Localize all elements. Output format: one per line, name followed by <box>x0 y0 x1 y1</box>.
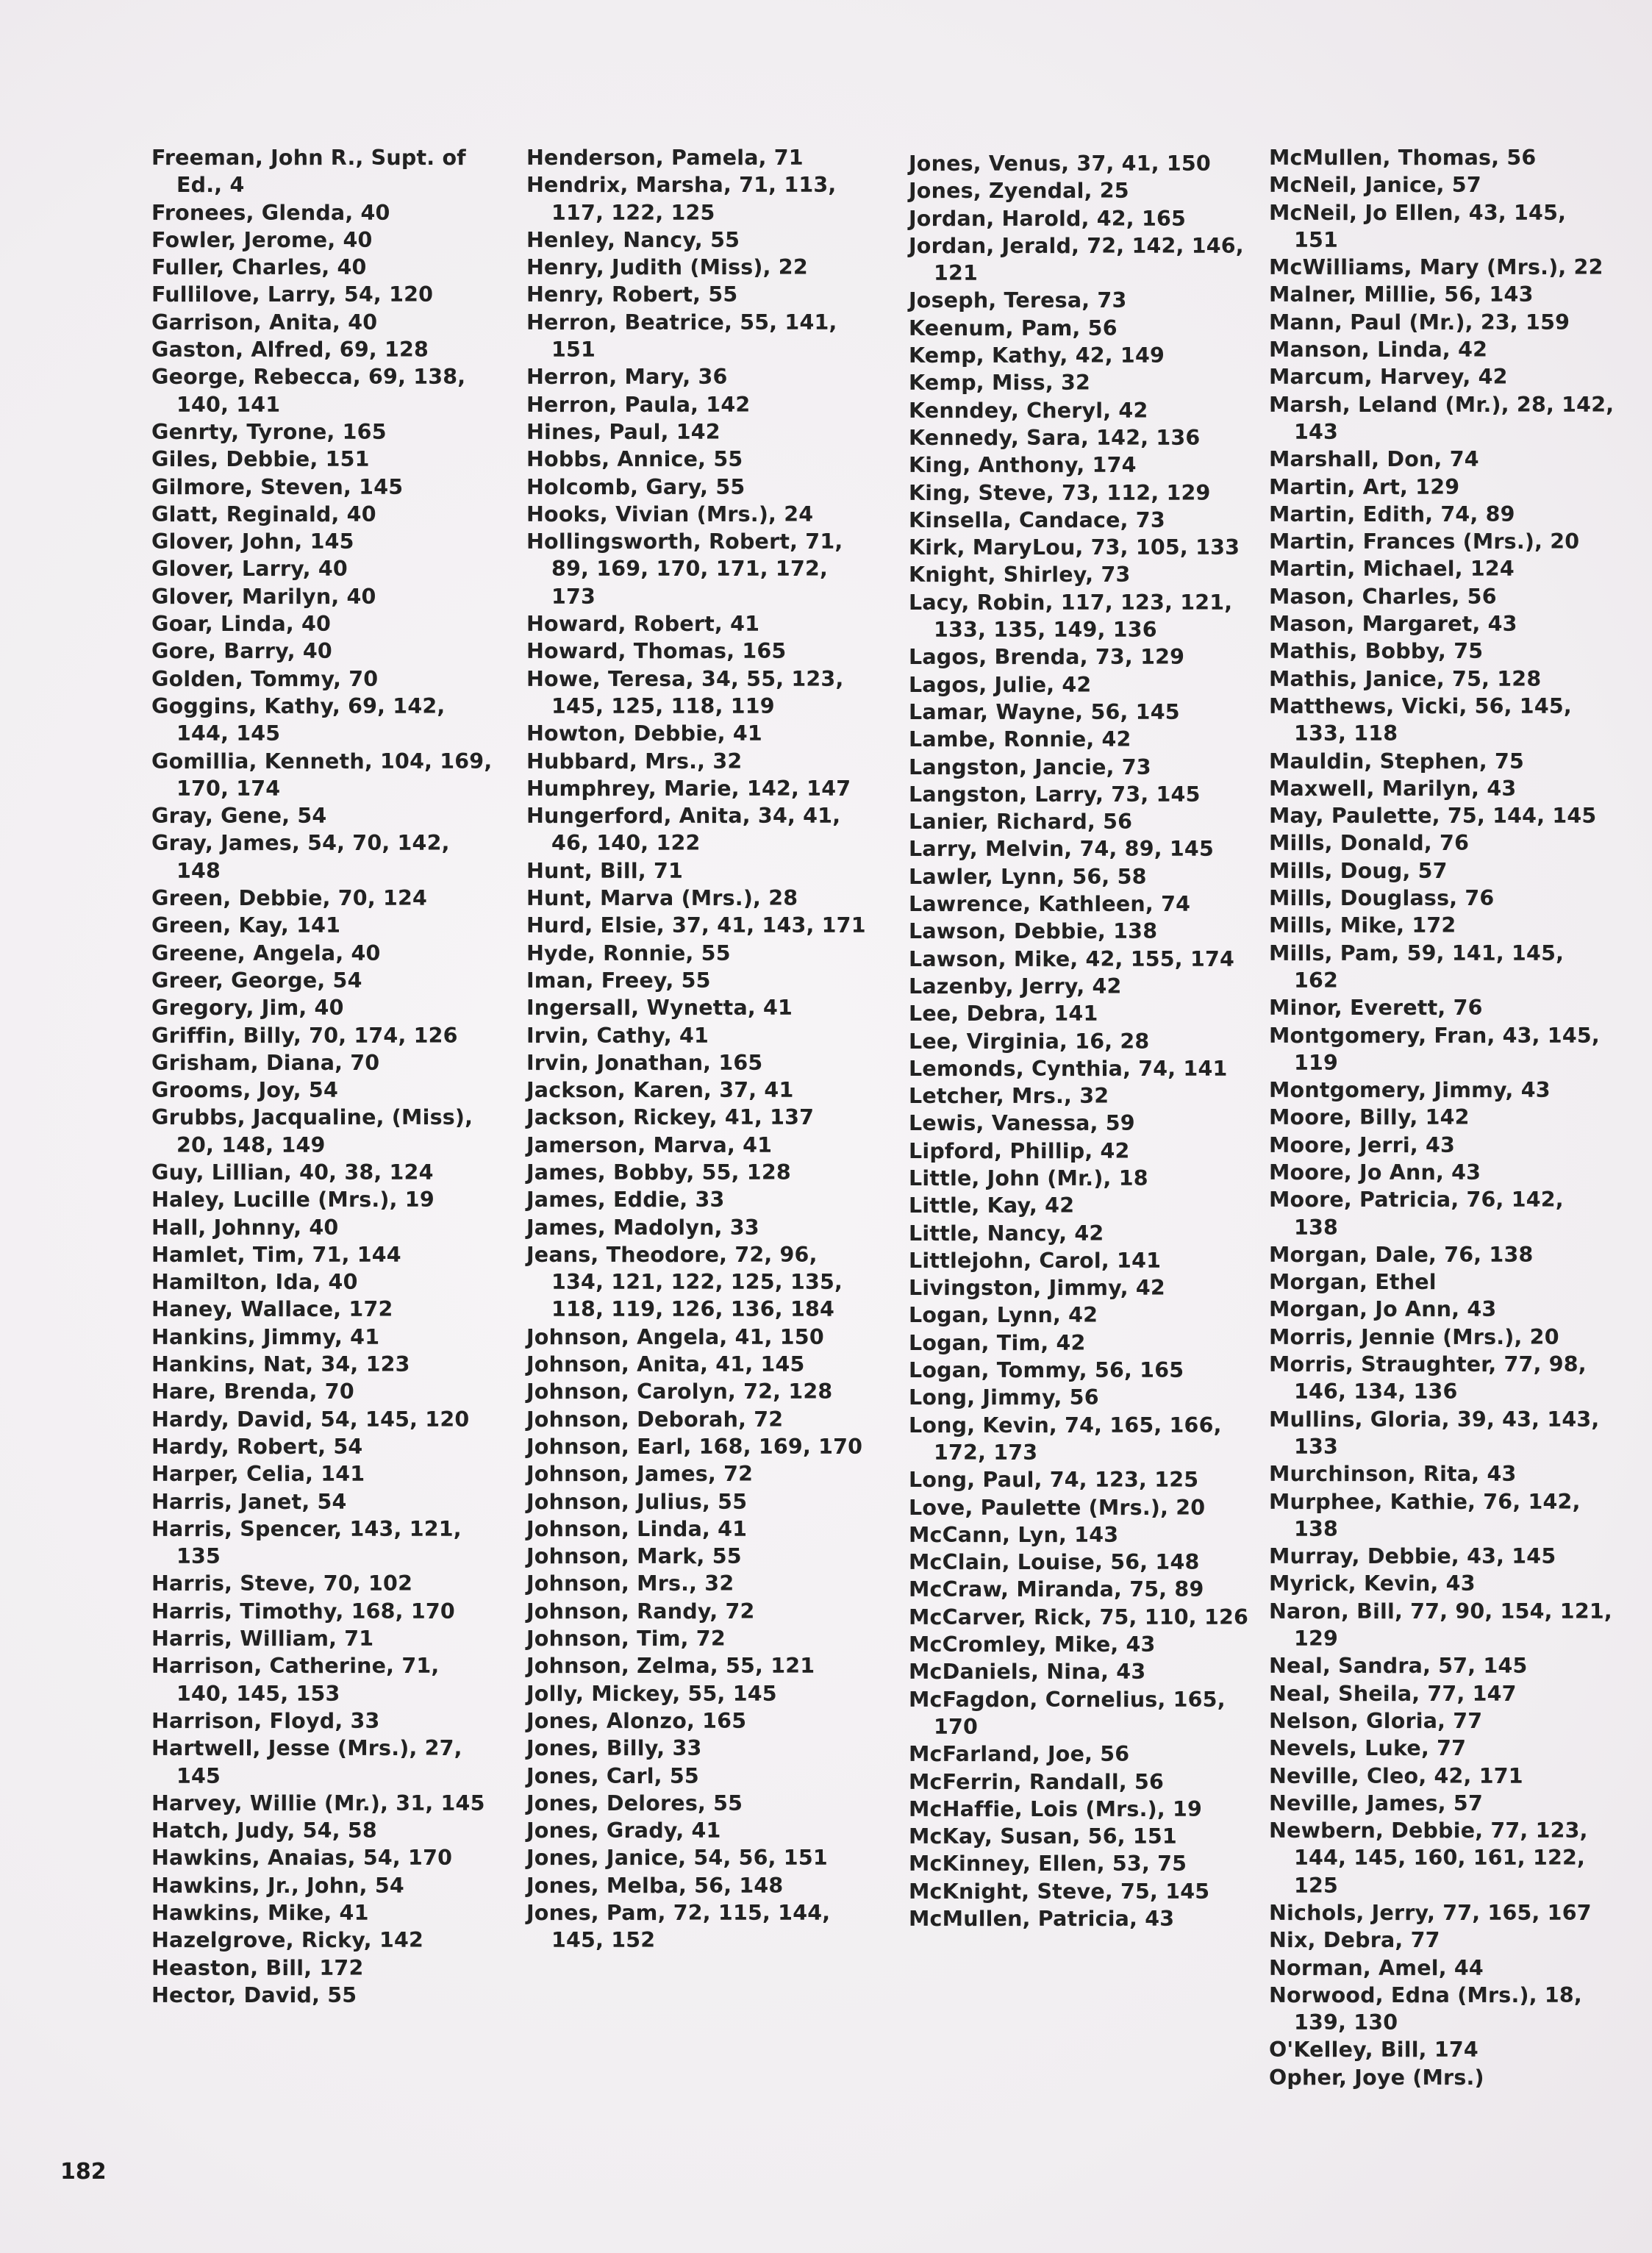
index-entry: Neal, Sheila, 77, 147 <box>1269 1681 1517 1706</box>
index-entry: Minor, Everett, 76 <box>1269 996 1483 1021</box>
index-entry: Hawkins, Mike, 41 <box>151 1901 369 1925</box>
index-entry: Long, Jimmy, 56 <box>909 1385 1099 1410</box>
index-entry: McFarland, Joe, 56 <box>909 1742 1130 1767</box>
index-entry: Jones, Alonzo, 165 <box>526 1708 747 1733</box>
index-entry: Hooks, Vivian (Mrs.), 24 <box>526 501 814 526</box>
index-entry: Greene, Angela, 40 <box>151 940 381 965</box>
index-entry: Lemonds, Cynthia, 74, 141 <box>909 1056 1228 1081</box>
index-entry: Letcher, Mrs., 32 <box>909 1084 1109 1109</box>
index-entry: McWilliams, Mary (Mrs.), 22 <box>1269 255 1603 280</box>
index-entry: McNeil, Janice, 57 <box>1269 173 1481 198</box>
index-entry: Heaston, Bill, 172 <box>151 1955 364 1980</box>
index-entry: Langston, Larry, 73, 145 <box>909 782 1201 807</box>
index-entry: Malner, Millie, 56, 143 <box>1269 282 1534 307</box>
index-entry: Mauldin, Stephen, 75 <box>1269 749 1525 774</box>
index-entry: Irvin, Jonathan, 165 <box>526 1050 763 1075</box>
index-entry: Jones, Delores, 55 <box>526 1790 743 1815</box>
index-entry: Lambe, Ronnie, 42 <box>909 727 1131 752</box>
index-entry: McCraw, Miranda, 75, 89 <box>909 1577 1204 1602</box>
index-entry: Mathis, Bobby, 75 <box>1269 639 1484 664</box>
index-entry: Montgomery, Fran, 43, 145, 119 <box>1269 1023 1600 1075</box>
index-entry: McFagdon, Cornelius, 165, 170 <box>909 1687 1226 1739</box>
index-entry: Johnson, Tim, 72 <box>526 1627 726 1652</box>
index-entry: Gilmore, Steven, 145 <box>151 474 404 499</box>
index-entry: McCann, Lyn, 143 <box>909 1522 1119 1547</box>
index-entry: Henderson, Pamela, 71 <box>526 146 804 170</box>
index-entry: Harvey, Willie (Mr.), 31, 145 <box>151 1790 485 1815</box>
index-entry: McKinney, Ellen, 53, 75 <box>909 1852 1187 1877</box>
index-entry: Little, Kay, 42 <box>909 1193 1075 1218</box>
index-entry: Guy, Lillian, 40, 38, 124 <box>151 1160 434 1185</box>
index-entry: Mathis, Janice, 75, 128 <box>1269 666 1542 691</box>
index-entry: Mullins, Gloria, 39, 43, 143, 133 <box>1269 1407 1600 1459</box>
index-entry: Lanier, Richard, 56 <box>909 810 1133 835</box>
index-entry: Larry, Melvin, 74, 89, 145 <box>909 837 1214 862</box>
index-entry: McCarver, Rick, 75, 110, 126 <box>909 1604 1249 1629</box>
index-entry: Jamerson, Marva, 41 <box>526 1132 773 1157</box>
index-entry: Hyde, Ronnie, 55 <box>526 940 731 965</box>
index-entry: Lazenby, Jerry, 42 <box>909 974 1122 999</box>
index-entry: Johnson, Zelma, 55, 121 <box>526 1654 815 1679</box>
index-entry: Harper, Celia, 141 <box>151 1462 365 1487</box>
index-entry: Jackson, Karen, 37, 41 <box>526 1078 794 1103</box>
index-entry: Neville, James, 57 <box>1269 1790 1483 1815</box>
index-entry: Johnson, Randy, 72 <box>526 1599 755 1624</box>
index-entry: O'Kelley, Bill, 174 <box>1269 2038 1478 2063</box>
index-entry: Gregory, Jim, 40 <box>151 996 344 1021</box>
index-entry: Goggins, Kathy, 69, 142, 144, 145 <box>151 693 446 746</box>
index-entry: Hamlet, Tim, 71, 144 <box>151 1242 401 1267</box>
index-entry: Lawrence, Kathleen, 74 <box>909 892 1191 917</box>
index-entry: Haley, Lucille (Mrs.), 19 <box>151 1188 435 1213</box>
index-entry: Hunt, Bill, 71 <box>526 858 684 883</box>
index-entry: Johnson, Linda, 41 <box>526 1516 748 1541</box>
index-entry: Long, Paul, 74, 123, 125 <box>909 1468 1199 1493</box>
index-entry: Herron, Beatrice, 55, 141, 151 <box>526 310 837 363</box>
index-entry: Ingersall, Wynetta, 41 <box>526 996 793 1021</box>
index-entry: Lee, Debra, 141 <box>909 1001 1098 1026</box>
index-entry: Gray, James, 54, 70, 142, 148 <box>151 831 450 883</box>
index-entry: Marcum, Harvey, 42 <box>1269 365 1508 390</box>
index-entry: Martin, Art, 129 <box>1269 474 1460 499</box>
index-entry: Lacy, Robin, 117, 123, 121, 133, 135, 149, 136 <box>909 590 1233 643</box>
index-entry: Fronees, Glenda, 40 <box>151 200 390 225</box>
index-entry: Lamar, Wayne, 56, 145 <box>909 699 1180 724</box>
index-entry: Hector, David, 55 <box>151 1982 357 2007</box>
page-number: 182 <box>60 2159 107 2185</box>
index-entry: McKnight, Steve, 75, 145 <box>909 1879 1210 1904</box>
index-entry: Johnson, Mrs., 32 <box>526 1571 734 1596</box>
index-entry: Henry, Judith (Miss), 22 <box>526 255 808 280</box>
index-entry: Jones, Janice, 54, 56, 151 <box>526 1846 828 1871</box>
index-entry: Little, Nancy, 42 <box>909 1221 1104 1246</box>
index-entry: Hendrix, Marsha, 71, 113, 117, 122, 125 <box>526 173 837 225</box>
index-entry: Hollingsworth, Robert, 71, 89, 169, 170, 171, 172, 173 <box>526 529 843 609</box>
index-entry: May, Paulette, 75, 144, 145 <box>1269 804 1597 829</box>
index-entry: Jones, Grady, 41 <box>526 1818 721 1843</box>
index-entry: Green, Debbie, 70, 124 <box>151 886 428 911</box>
index-entry: Herron, Paula, 142 <box>526 392 751 417</box>
index-entry: Grubbs, Jacqualine, (Miss), 20, 148, 149 <box>151 1105 473 1157</box>
index-entry: Hobbs, Annice, 55 <box>526 447 743 472</box>
index-entry: Jones, Billy, 33 <box>526 1736 702 1761</box>
index-entry: Jordan, Harold, 42, 165 <box>909 206 1187 231</box>
index-entry: Harris, Janet, 54 <box>151 1489 347 1514</box>
index-entry: Glover, Marilyn, 40 <box>151 584 376 609</box>
index-entry: Nichols, Jerry, 77, 165, 167 <box>1269 1901 1592 1925</box>
index-entry: Gore, Barry, 40 <box>151 639 332 664</box>
index-entry: Hurd, Elsie, 37, 41, 143, 171 <box>526 913 866 938</box>
index-entry: Garrison, Anita, 40 <box>151 310 378 335</box>
index-entry: Nevels, Luke, 77 <box>1269 1736 1467 1761</box>
index-entry: Mills, Douglass, 76 <box>1269 886 1495 911</box>
index-entry: Hungerford, Anita, 34, 41, 46, 140, 122 <box>526 804 841 856</box>
index-entry: Murchinson, Rita, 43 <box>1269 1462 1517 1487</box>
index-entry: Naron, Bill, 77, 90, 154, 121, 129 <box>1269 1599 1612 1652</box>
index-entry: Hamilton, Ida, 40 <box>151 1270 358 1295</box>
index-entry: James, Bobby, 55, 128 <box>526 1160 791 1185</box>
index-entry: Hardy, David, 54, 145, 120 <box>151 1407 470 1432</box>
index-entry: Harris, Steve, 70, 102 <box>151 1571 413 1596</box>
index-entry: George, Rebecca, 69, 138, 140, 141 <box>151 365 466 417</box>
index-entry: Howard, Thomas, 165 <box>526 639 787 664</box>
index-entry: Gomillia, Kenneth, 104, 169, 170, 174 <box>151 749 493 801</box>
index-entry: Glover, Larry, 40 <box>151 557 348 582</box>
index-entry: Lipford, Phillip, 42 <box>909 1138 1130 1163</box>
index-entry: Grooms, Joy, 54 <box>151 1078 338 1103</box>
index-entry: McMullen, Thomas, 56 <box>1269 146 1537 170</box>
index-entry: Hawkins, Anaias, 54, 170 <box>151 1846 453 1871</box>
index-entry: Morris, Jennie (Mrs.), 20 <box>1269 1324 1559 1349</box>
index-entry: Harrison, Catherine, 71, 140, 145, 153 <box>151 1654 440 1706</box>
index-entry: Morris, Straughter, 77, 98, 146, 134, 136 <box>1269 1352 1587 1404</box>
index-entry: Littlejohn, Carol, 141 <box>909 1248 1162 1273</box>
index-entry: Murphee, Kathie, 76, 142, 138 <box>1269 1489 1581 1541</box>
index-entry: McKay, Susan, 56, 151 <box>909 1824 1177 1849</box>
index-entry: Lawler, Lynn, 56, 58 <box>909 864 1147 889</box>
index-entry: Hankins, Nat, 34, 123 <box>151 1352 410 1377</box>
index-entry: Joseph, Teresa, 73 <box>909 288 1127 313</box>
index-entry: Kinsella, Candace, 73 <box>909 507 1165 532</box>
index-entry: Livingston, Jimmy, 42 <box>909 1276 1165 1301</box>
index-entry: Little, John (Mr.), 18 <box>909 1165 1148 1190</box>
index-entry: Harris, Timothy, 168, 170 <box>151 1599 455 1624</box>
index-entry: Goar, Linda, 40 <box>151 612 332 637</box>
index-entry: Griffin, Billy, 70, 174, 126 <box>151 1023 458 1048</box>
index-entry: McNeil, Jo Ellen, 43, 145, 151 <box>1269 200 1567 252</box>
index-entry: Irvin, Cathy, 41 <box>526 1023 709 1048</box>
index-entry: Keenum, Pam, 56 <box>909 315 1118 340</box>
index-entry: Hare, Brenda, 70 <box>151 1379 354 1404</box>
index-entry: Jones, Pam, 72, 115, 144, 145, 152 <box>526 1901 831 1953</box>
index-entry: Jones, Zyendal, 25 <box>909 179 1129 204</box>
index-entry: Hawkins, Jr., John, 54 <box>151 1873 404 1898</box>
index-entry: Neal, Sandra, 57, 145 <box>1269 1654 1528 1679</box>
index-entry: Hunt, Marva (Mrs.), 28 <box>526 886 798 911</box>
index-entry: Moore, Patricia, 76, 142, 138 <box>1269 1188 1564 1240</box>
index-entry: Kemp, Miss, 32 <box>909 371 1091 396</box>
index-entry: Freeman, John R., Supt. of Ed., 4 <box>151 146 466 198</box>
index-entry: Montgomery, Jimmy, 43 <box>1269 1078 1551 1103</box>
index-entry: Hines, Paul, 142 <box>526 419 720 444</box>
index-entry: Haney, Wallace, 172 <box>151 1297 393 1322</box>
index-entry: Love, Paulette (Mrs.), 20 <box>909 1495 1206 1520</box>
index-entry: Mann, Paul (Mr.), 23, 159 <box>1269 310 1570 335</box>
index-entry: Morgan, Ethel <box>1269 1270 1437 1295</box>
index-entry: Harris, William, 71 <box>151 1627 374 1652</box>
index-entry: Nix, Debra, 77 <box>1269 1928 1440 1953</box>
index-entry: Kemp, Kathy, 42, 149 <box>909 343 1165 368</box>
index-entry: Greer, George, 54 <box>151 968 362 993</box>
index-entry: McFerrin, Randall, 56 <box>909 1769 1165 1794</box>
index-entry: Glover, John, 145 <box>151 529 354 554</box>
index-entry: Giles, Debbie, 151 <box>151 447 370 472</box>
index-entry: Herron, Mary, 36 <box>526 365 728 390</box>
index-entry: Marsh, Leland (Mr.), 28, 142, 143 <box>1269 392 1615 444</box>
index-entry: Jones, Venus, 37, 41, 150 <box>909 151 1211 176</box>
index-entry: Green, Kay, 141 <box>151 913 341 938</box>
index-column-3 <box>909 150 1254 1932</box>
index-entry: Nelson, Gloria, 77 <box>1269 1708 1483 1733</box>
index-entry: Knight, Shirley, 73 <box>909 563 1131 588</box>
index-entry: Mills, Mike, 172 <box>1269 913 1456 938</box>
index-entry: Jeans, Theodore, 72, 96, 134, 121, 122, 125, 135, 118, 119, 126, 136, 184 <box>526 1242 843 1322</box>
index-entry: Norman, Amel, 44 <box>1269 1955 1484 1980</box>
index-entry: Lagos, Brenda, 73, 129 <box>909 645 1185 670</box>
index-entry: Mills, Doug, 57 <box>1269 858 1448 883</box>
index-entry: Jordan, Jerald, 72, 142, 146, 121 <box>909 233 1244 286</box>
index-entry: Long, Kevin, 74, 165, 166, 172, 173 <box>909 1413 1222 1465</box>
index-entry: Kenndey, Cheryl, 42 <box>909 398 1148 423</box>
index-entry: Marshall, Don, 74 <box>1269 447 1479 472</box>
index-entry: Murray, Debbie, 43, 145 <box>1269 1544 1556 1569</box>
index-entry: Morgan, Jo Ann, 43 <box>1269 1297 1497 1322</box>
index-entry: Harrison, Floyd, 33 <box>151 1708 380 1733</box>
index-entry: Lagos, Julie, 42 <box>909 672 1092 697</box>
index-entry: Maxwell, Marilyn, 43 <box>1269 776 1517 801</box>
index-entry: Moore, Jerri, 43 <box>1269 1132 1456 1157</box>
index-entry: Langston, Jancie, 73 <box>909 754 1151 779</box>
index-entry: Norwood, Edna (Mrs.), 18, 139, 130 <box>1269 1982 1582 2035</box>
index-entry: Henry, Robert, 55 <box>526 282 738 307</box>
index-entry: Jones, Melba, 56, 148 <box>526 1873 784 1898</box>
index-entry: Jackson, Rickey, 41, 137 <box>526 1105 815 1130</box>
index-entry: Newbern, Debbie, 77, 123, 144, 145, 160, 161, 122, 125 <box>1269 1818 1588 1898</box>
index-entry: Logan, Lynn, 42 <box>909 1303 1098 1328</box>
index-entry: Martin, Frances (Mrs.), 20 <box>1269 529 1580 554</box>
index-entry: Fullilove, Larry, 54, 120 <box>151 282 434 307</box>
index-entry: Holcomb, Gary, 55 <box>526 474 745 499</box>
index-entry: Lee, Virginia, 16, 28 <box>909 1029 1150 1054</box>
index-entry: Logan, Tim, 42 <box>909 1330 1086 1355</box>
index-entry: Golden, Tommy, 70 <box>151 666 379 691</box>
index-entry: Johnson, Mark, 55 <box>526 1544 742 1569</box>
index-entry: Mason, Margaret, 43 <box>1269 612 1517 637</box>
index-entry: Martin, Edith, 74, 89 <box>1269 501 1515 526</box>
index-entry: Hazelgrove, Ricky, 142 <box>151 1928 424 1953</box>
index-entry: Kirk, MaryLou, 73, 105, 133 <box>909 535 1240 560</box>
index-entry: Lewis, Vanessa, 59 <box>909 1111 1135 1136</box>
index-entry: Howe, Teresa, 34, 55, 123, 145, 125, 118, 119 <box>526 666 844 718</box>
index-entry: Hatch, Judy, 54, 58 <box>151 1818 377 1843</box>
index-entry: Johnson, Angela, 41, 150 <box>526 1324 824 1349</box>
index-entry: Mills, Pam, 59, 141, 145, 162 <box>1269 940 1565 993</box>
index-entry: Henley, Nancy, 55 <box>526 227 740 252</box>
index-entry: Lawson, Debbie, 138 <box>909 919 1158 944</box>
index-entry: McCromley, Mike, 43 <box>909 1632 1156 1657</box>
index-entry: McMullen, Patricia, 43 <box>909 1907 1175 1931</box>
index-entry: King, Anthony, 174 <box>909 453 1137 478</box>
index-entry: Hubbard, Mrs., 32 <box>526 749 743 774</box>
index-entry: Johnson, Earl, 168, 169, 170 <box>526 1434 863 1459</box>
index-entry: Gaston, Alfred, 69, 128 <box>151 338 429 363</box>
index-entry: Howton, Debbie, 41 <box>526 721 762 746</box>
index-entry: Matthews, Vicki, 56, 145, 133, 118 <box>1269 693 1572 746</box>
index-entry: Mills, Donald, 76 <box>1269 831 1470 856</box>
index-entry: Johnson, James, 72 <box>526 1462 754 1487</box>
index-column-4 <box>1269 144 1615 2091</box>
index-entry: Johnson, Julius, 55 <box>526 1489 748 1514</box>
index-entry: Genrty, Tyrone, 165 <box>151 419 387 444</box>
index-entry: McDaniels, Nina, 43 <box>909 1660 1146 1685</box>
index-entry: Howard, Robert, 41 <box>526 612 760 637</box>
index-entry: Opher, Joye (Mrs.) <box>1269 2065 1484 2090</box>
index-entry: Humphrey, Marie, 142, 147 <box>526 776 851 801</box>
index-entry: Moore, Jo Ann, 43 <box>1269 1160 1481 1185</box>
index-entry: Fuller, Charles, 40 <box>151 255 367 280</box>
index-entry: Morgan, Dale, 76, 138 <box>1269 1242 1534 1267</box>
index-entry: Jones, Carl, 55 <box>526 1763 699 1788</box>
index-column-1 <box>151 144 497 2009</box>
index-entry: Hall, Johnny, 40 <box>151 1215 339 1240</box>
index-entry: Logan, Tommy, 56, 165 <box>909 1358 1184 1383</box>
index-entry: Grisham, Diana, 70 <box>151 1050 380 1075</box>
index-entry: Johnson, Carolyn, 72, 128 <box>526 1379 833 1404</box>
index-entry: Hardy, Robert, 54 <box>151 1434 363 1459</box>
index-entry: Manson, Linda, 42 <box>1269 338 1488 363</box>
index-entry: Myrick, Kevin, 43 <box>1269 1571 1476 1596</box>
index-entry: Fowler, Jerome, 40 <box>151 227 373 252</box>
index-entry: King, Steve, 73, 112, 129 <box>909 480 1211 505</box>
index-entry: Moore, Billy, 142 <box>1269 1105 1470 1130</box>
index-column-2 <box>526 144 872 1954</box>
index-entry: Iman, Freey, 55 <box>526 968 711 993</box>
index-entry: Jolly, Mickey, 55, 145 <box>526 1681 777 1706</box>
index-entry: James, Madolyn, 33 <box>526 1215 759 1240</box>
index-entry: Martin, Michael, 124 <box>1269 557 1515 582</box>
index-entry: Lawson, Mike, 42, 155, 174 <box>909 946 1235 971</box>
index-entry: James, Eddie, 33 <box>526 1188 725 1213</box>
index-entry: Gray, Gene, 54 <box>151 804 327 829</box>
index-entry: Kennedy, Sara, 142, 136 <box>909 425 1201 450</box>
index-entry: Johnson, Anita, 41, 145 <box>526 1352 805 1377</box>
index-entry: Harris, Spencer, 143, 121, 135 <box>151 1516 462 1569</box>
index-entry: Mason, Charles, 56 <box>1269 584 1497 609</box>
index-entry: Glatt, Reginald, 40 <box>151 501 376 526</box>
index-entry: Hankins, Jimmy, 41 <box>151 1324 380 1349</box>
index-entry: Johnson, Deborah, 72 <box>526 1407 784 1432</box>
index-entry: McClain, Louise, 56, 148 <box>909 1550 1200 1575</box>
index-entry: Neville, Cleo, 42, 171 <box>1269 1763 1523 1788</box>
index-entry: Hartwell, Jesse (Mrs.), 27, 145 <box>151 1736 462 1788</box>
index-entry: McHaffie, Lois (Mrs.), 19 <box>909 1796 1203 1821</box>
